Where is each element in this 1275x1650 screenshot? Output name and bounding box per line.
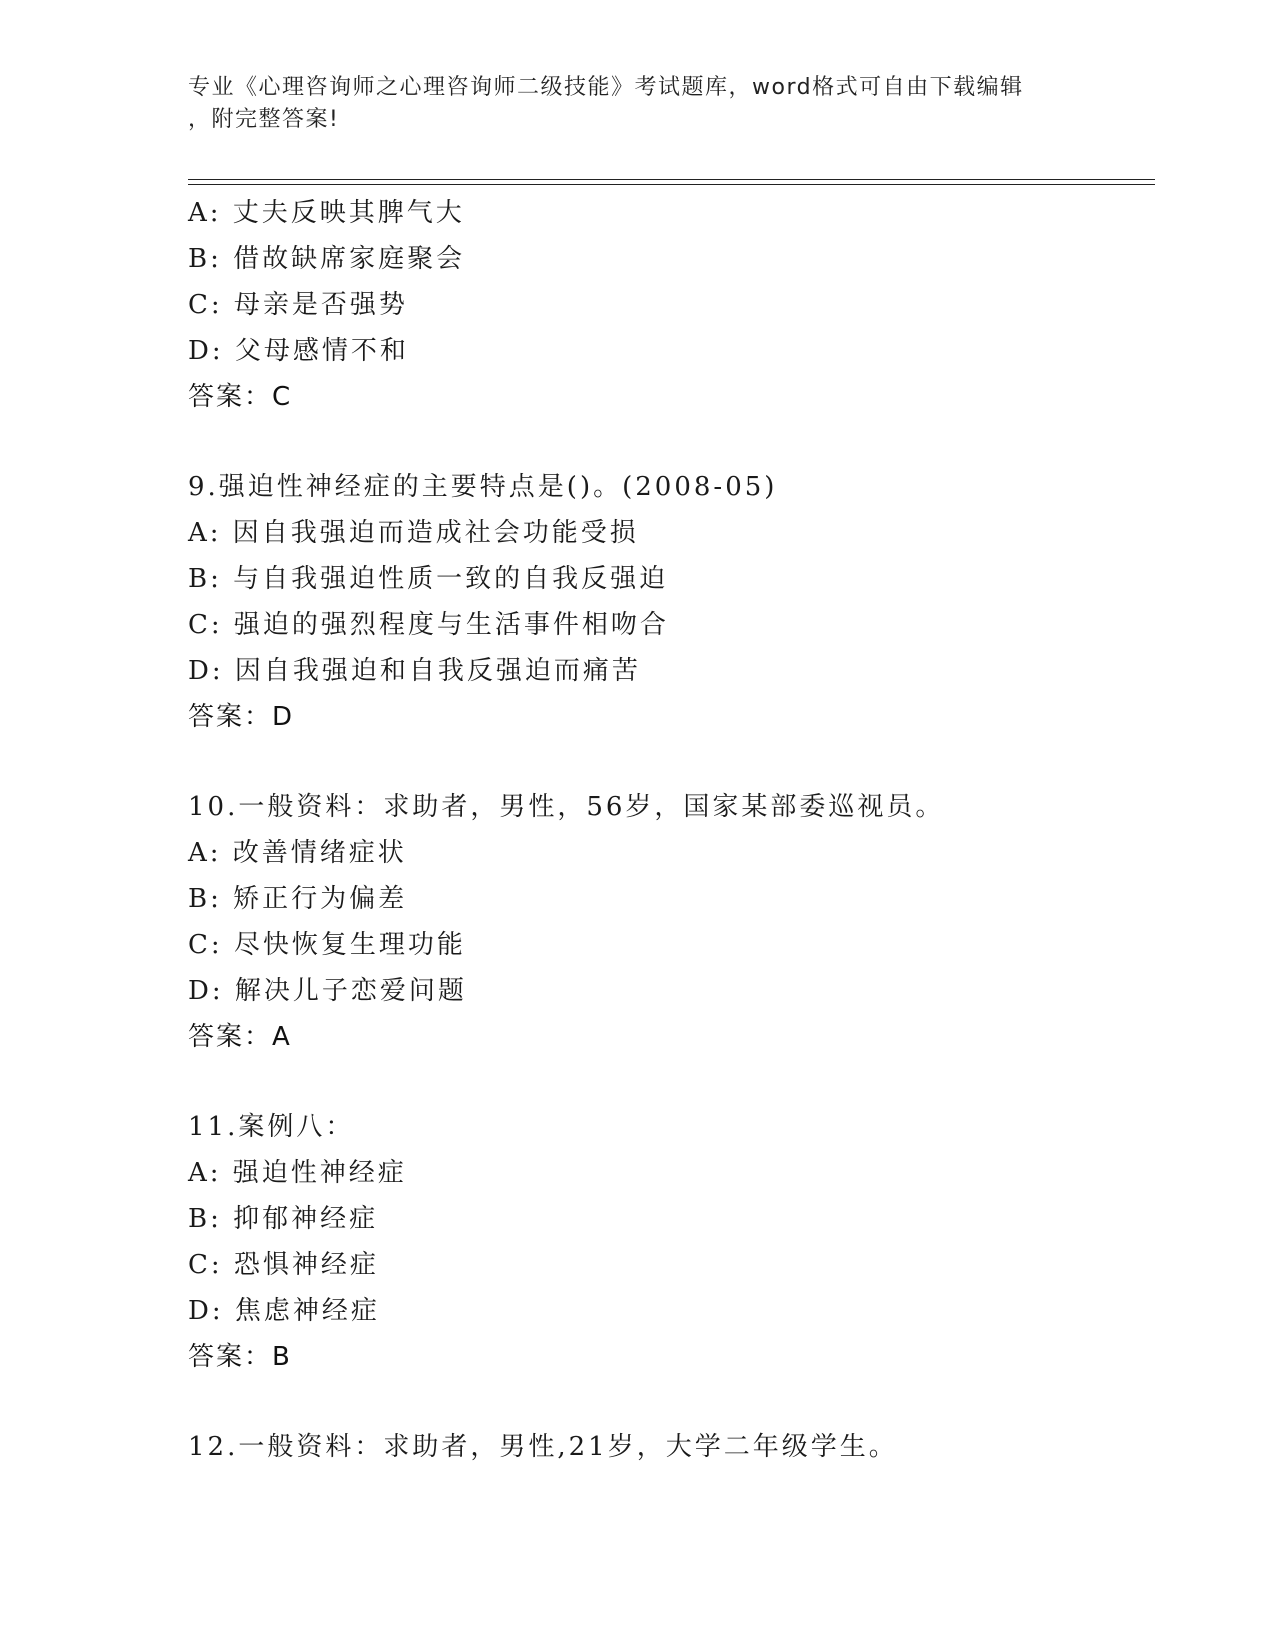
spacer — [188, 1060, 1148, 1104]
option-d: D: 解决儿子恋爱问题 — [188, 976, 467, 1006]
header-divider-bottom — [188, 184, 1155, 185]
question-block — [188, 1104, 1148, 1380]
question-text: 11.案例八： — [188, 1112, 355, 1142]
option-a: A: 因自我强迫而造成社会功能受损 — [188, 518, 639, 548]
header-line-1: 专业《心理咨询师之心理咨询师二级技能》考试题库，word格式可自由下载编辑 — [188, 75, 1024, 100]
option-c: C: 恐惧神经症 — [188, 1250, 379, 1280]
option-a: A: 丈夫反映其脾气大 — [188, 198, 465, 228]
option-d: D: 因自我强迫和自我反强迫而痛苦 — [188, 656, 641, 686]
option-a: A: 强迫性神经症 — [188, 1158, 407, 1188]
answer-line: 答案：B — [188, 1342, 292, 1372]
question-text: 9.强迫性神经症的主要特点是()。(2008-05) — [188, 472, 778, 502]
question-text: 10.一般资料：求助者，男性，56岁，国家某部委巡视员。 — [188, 792, 945, 822]
answer-line: 答案：D — [188, 702, 295, 732]
option-b: B: 矫正行为偏差 — [188, 884, 408, 914]
spacer — [188, 740, 1148, 784]
spacer — [188, 420, 1148, 464]
option-b: B: 抑郁神经症 — [188, 1204, 379, 1234]
option-c: C: 强迫的强烈程度与生活事件相吻合 — [188, 610, 669, 640]
document-header — [188, 72, 1088, 136]
header-line-2: ，附完整答案! — [188, 107, 340, 132]
spacer — [188, 1380, 1148, 1424]
question-block — [188, 784, 1148, 1060]
option-d: D: 父母感情不和 — [188, 336, 409, 366]
question-text: 12.一般资料：求助者，男性,21岁，大学二年级学生。 — [188, 1432, 898, 1462]
option-b: B: 借故缺席家庭聚会 — [188, 244, 466, 274]
question-block — [188, 1424, 1148, 1470]
question-list — [188, 190, 1148, 1470]
option-b: B: 与自我强迫性质一致的自我反强迫 — [188, 564, 669, 594]
answer-line: 答案：C — [188, 382, 293, 412]
question-block — [188, 464, 1148, 740]
option-c: C: 母亲是否强势 — [188, 290, 408, 320]
option-c: C: 尽快恢复生理功能 — [188, 930, 466, 960]
question-block — [188, 190, 1148, 420]
option-d: D: 焦虑神经症 — [188, 1296, 380, 1326]
header-divider-top — [188, 179, 1155, 180]
option-a: A: 改善情绪症状 — [188, 838, 407, 868]
answer-line: 答案：A — [188, 1022, 292, 1052]
